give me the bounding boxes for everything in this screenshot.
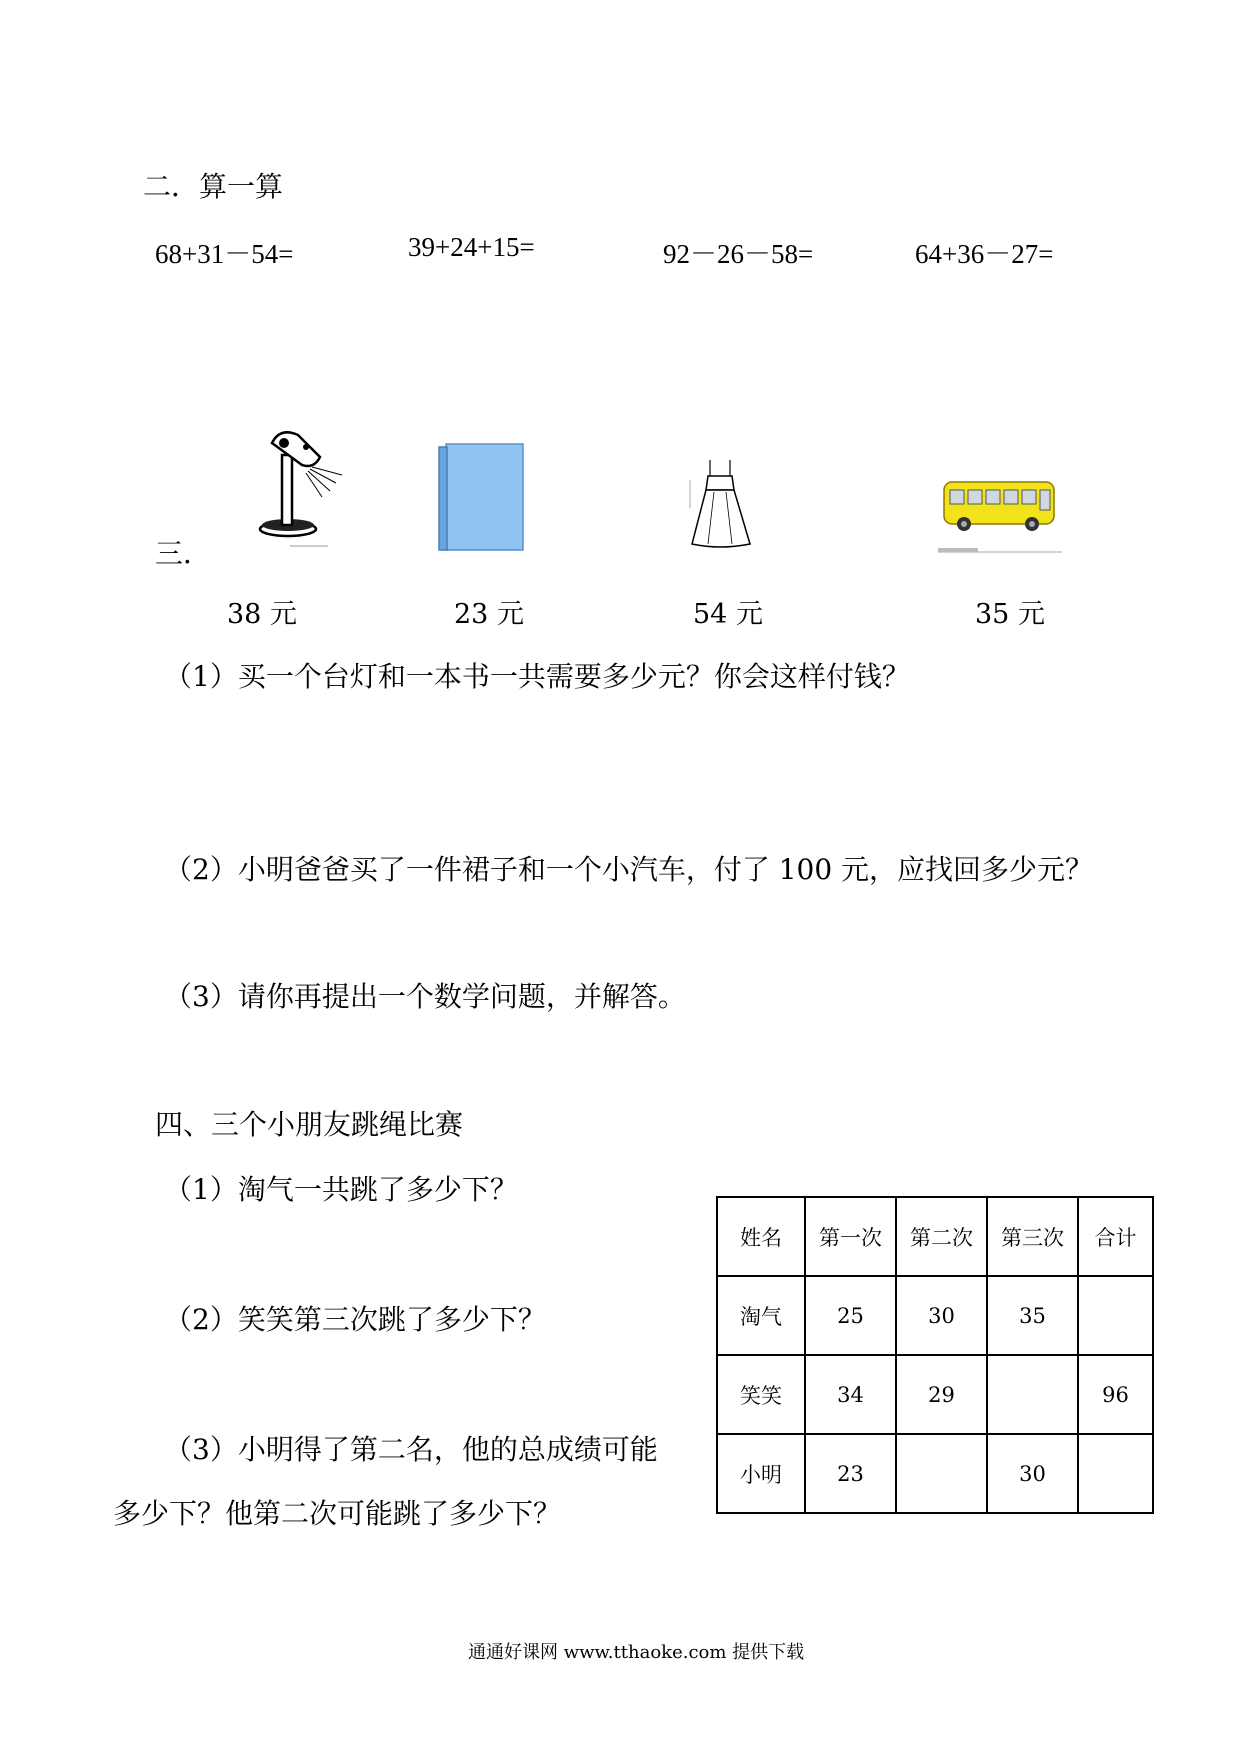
dress-icon — [688, 458, 754, 550]
table-row — [717, 1434, 1153, 1513]
table-cell: 小明 — [717, 1434, 805, 1513]
table-header-cell: 第二次 — [896, 1197, 987, 1276]
section-2-title: 二．算一算 — [143, 170, 284, 203]
table-cell: 淘气 — [717, 1276, 805, 1355]
table-header-cell: 第一次 — [805, 1197, 896, 1276]
table-cell: 25 — [805, 1276, 896, 1355]
table-cell: 30 — [896, 1276, 987, 1355]
table-cell: 23 — [805, 1434, 896, 1513]
section-3-question-1: （1）买一个台灯和一本书一共需要多少元？你会这样付钱？ — [164, 660, 910, 693]
section-3-question-3: （3）请你再提出一个数学问题，并解答。 — [164, 980, 686, 1013]
bus-icon — [936, 460, 1064, 556]
table-cell: 笑笑 — [717, 1355, 805, 1434]
table-cell: 35 — [987, 1276, 1078, 1355]
book-icon — [438, 443, 524, 551]
table-header-row — [717, 1197, 1153, 1276]
price-book: 23 元 — [454, 599, 524, 630]
table-cell — [896, 1434, 987, 1513]
equation-4: 64+36－27= — [915, 239, 1054, 269]
equation-1: 68+31－54= — [155, 239, 294, 269]
table-cell: 96 — [1078, 1355, 1153, 1434]
table-cell: 34 — [805, 1355, 896, 1434]
table-cell: 30 — [987, 1434, 1078, 1513]
table-header-cell: 姓名 — [717, 1197, 805, 1276]
table-row — [717, 1276, 1153, 1355]
section-4-title: 四、三个小朋友跳绳比赛 — [155, 1108, 464, 1141]
table-cell: 29 — [896, 1355, 987, 1434]
equation-2: 39+24+15= — [408, 232, 535, 262]
table-cell — [1078, 1276, 1153, 1355]
table-cell — [1078, 1434, 1153, 1513]
table-header-cell: 合计 — [1078, 1197, 1153, 1276]
equation-3: 92－26－58= — [663, 239, 814, 269]
table-header-cell: 第三次 — [987, 1197, 1078, 1276]
section-3-label: 三． — [155, 537, 212, 570]
section-4-question-3-line-2: 多少下？他第二次可能跳了多少下？ — [113, 1497, 562, 1530]
table-cell — [987, 1355, 1078, 1434]
section-4-question-3-line-1: （3）小明得了第二名，他的总成绩可能 — [164, 1433, 658, 1466]
lamp-icon — [258, 425, 350, 550]
footer-text: 通通好课网 www.tthaoke.com 提供下载 — [468, 1642, 805, 1663]
section-4-question-2: （2）笑笑第三次跳了多少下？ — [164, 1303, 546, 1336]
section-4-question-1: （1）淘气一共跳了多少下？ — [164, 1173, 518, 1206]
price-lamp: 38 元 — [227, 599, 297, 630]
jump-rope-score-table — [716, 1196, 1154, 1514]
section-3-question-2: （2）小明爸爸买了一件裙子和一个小汽车，付了 100 元，应找回多少元？ — [164, 853, 1094, 886]
table-row — [717, 1355, 1153, 1434]
price-bus: 35 元 — [975, 599, 1045, 630]
price-dress: 54 元 — [693, 599, 763, 630]
